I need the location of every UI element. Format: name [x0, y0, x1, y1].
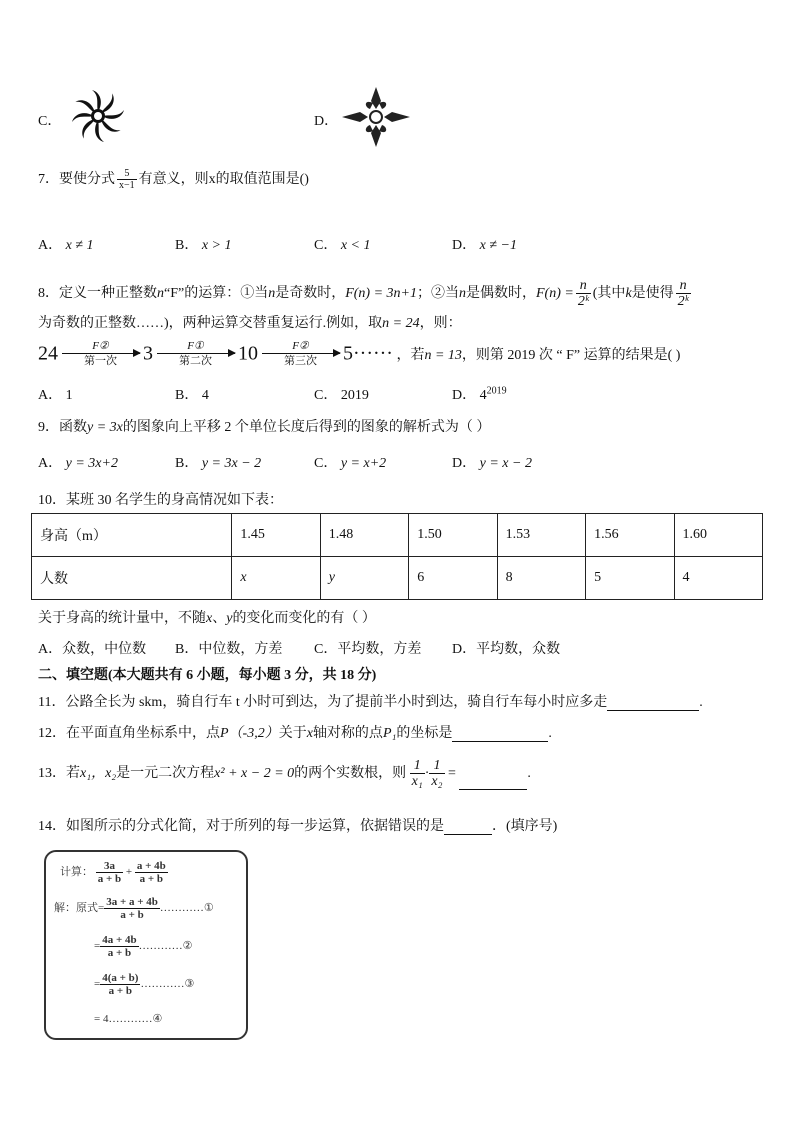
table-cell: 1.45 — [232, 514, 320, 557]
q10-option-d[interactable]: D．平均数，众数 — [452, 642, 561, 657]
q8-line2: 为奇数的正整数……)，两种运算交替重复运行.例如，取n = 24，则： — [38, 316, 462, 331]
q10-option-b[interactable]: B．中位数，方差 — [175, 642, 283, 657]
q7-option-b[interactable]: B． x > 1 — [175, 238, 232, 253]
table-cell: y — [320, 557, 408, 600]
table-cell: 4 — [674, 557, 762, 600]
q8-option-b[interactable]: B． 4 — [175, 388, 209, 403]
q8-line1: 8．定义一种正整数n“F”的运算：①当n是奇数时，F(n) = 3n+1；②当n是偶数时，F(n) = $\frac{n}{\text{2ᵏ}}$ (其中k是使得 $\frac{n}{\text{2ᵏ}}$ — [38, 278, 689, 310]
q8-option-d[interactable]: D． $4^{2019}$ — [452, 385, 507, 403]
q7-option-a[interactable]: A． x ≠ 1 — [38, 238, 94, 253]
q13-stem: 13．若x₁，x₂是一元二次方程x² + x − 2 = 0的两个实数根，则 $\frac{1}{\text{x₁}}$ · $\frac{1}{\text{x₂}}$ = . — [38, 758, 531, 790]
table-cell: 1.50 — [409, 514, 497, 557]
q6-option-d-label: D． — [314, 114, 339, 129]
q7-stem: 7．要使分式 $\frac{5}{x-1}$ 有意义，则x的取值范围是() — [38, 168, 309, 192]
table-cell: 1.56 — [586, 514, 674, 557]
q11-stem: 11．公路全长为 skm，骑自行车 t 小时可到达，为了提前半小时到达，骑自行车每小时应多走 . — [38, 695, 703, 710]
q10-after: 关于身高的统计量中，不随x、y的变化而变化的有（ ） — [38, 611, 376, 626]
answer-blank[interactable] — [607, 696, 699, 711]
pinwheel-flower-icon — [62, 86, 134, 146]
q9-option-a[interactable]: A． y = 3x+2 — [38, 456, 118, 471]
table-cell: x — [232, 557, 320, 600]
q10-stem: 10．某班 30 名学生的身高情况如下表： — [38, 493, 283, 508]
table-cell: 1.60 — [674, 514, 762, 557]
q8-chain: 24 F② 第一次 3 F① 第二次 10 F② 第三次 5······ ，若n = 13，则第 2019 次 “ F” 运算的结果是( ) — [38, 340, 681, 367]
table-row — [32, 557, 763, 600]
q12-stem: 12．在平面直角坐标系中，点P（-3,2）关于x轴对称的点P₁的坐标是 . — [38, 726, 552, 741]
table-cell: 1.48 — [320, 514, 408, 557]
q14-stem: 14．如图所示的分式化简，对于所列的每一步运算，依据错误的是 ．(填序号) — [38, 819, 558, 834]
answer-blank[interactable] — [444, 820, 492, 835]
table-cell: 5 — [586, 557, 674, 600]
table-cell: 6 — [409, 557, 497, 600]
q7-option-d[interactable]: D． x ≠ −1 — [452, 238, 517, 253]
q8-option-c[interactable]: C． 2019 — [314, 388, 369, 403]
table-row — [32, 514, 763, 557]
calculation-figure: 计算： $\frac{3a}{a + b}$ + $\frac{a + 4b}{a + b}$ 解：原式= $\frac{3a + a + 4b}{a + b}$ …………① = $\frac{4a + 4b}{a + b}$ …………② = $\frac{4(a + b)}{a + b}$ …………③ = 4…………④ — [44, 850, 248, 1040]
ornamental-cross-icon — [338, 84, 414, 150]
q9-option-c[interactable]: C． y = x+2 — [314, 456, 387, 471]
table-cell: 身高（m） — [32, 514, 232, 557]
q9-option-b[interactable]: B． y = 3x − 2 — [175, 456, 262, 471]
table-cell: 1.53 — [497, 514, 585, 557]
section-title: 二、填空题(本大题共有 6 小题，每小题 3 分，共 18 分) — [38, 668, 377, 683]
q10-option-c[interactable]: C．平均数，方差 — [314, 642, 422, 657]
table-cell: 人数 — [32, 557, 232, 600]
q10-option-a[interactable]: A．众数，中位数 — [38, 642, 147, 657]
q9-stem: 9．函数y = 3x的图象向上平移 2 个单位长度后得到的图象的解析式为（ ） — [38, 420, 491, 435]
q6-option-c-label: C． — [38, 114, 62, 129]
q7-option-c[interactable]: C． x < 1 — [314, 238, 371, 253]
answer-blank[interactable] — [452, 727, 548, 742]
q8-option-a[interactable]: A． 1 — [38, 388, 73, 403]
table-cell: 8 — [497, 557, 585, 600]
height-table — [31, 513, 763, 600]
q9-option-d[interactable]: D． y = x − 2 — [452, 456, 532, 471]
answer-blank[interactable] — [459, 775, 527, 790]
